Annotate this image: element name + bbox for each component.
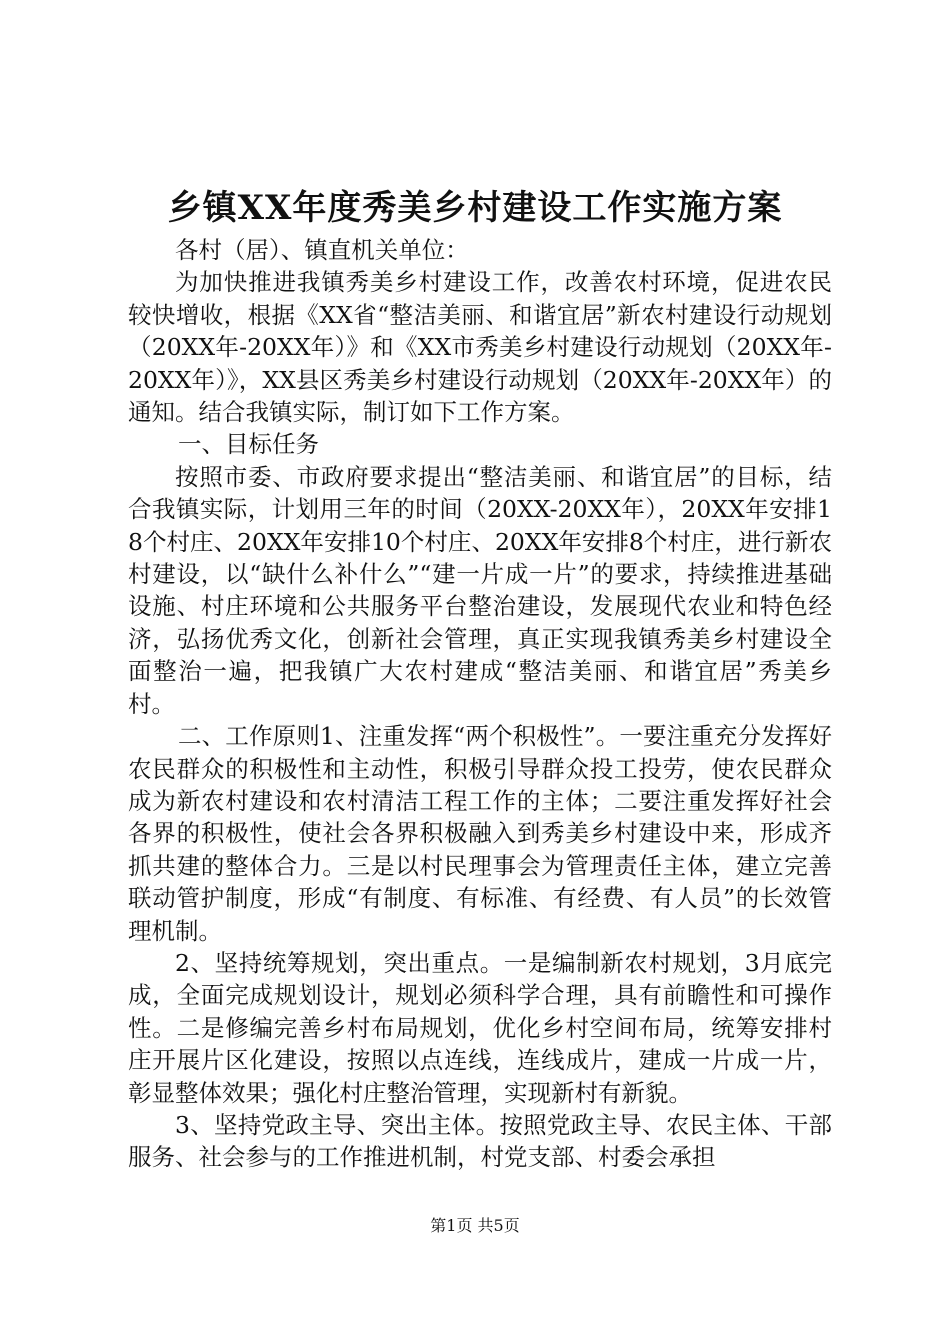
page-number: 第1页 共5页 (430, 1216, 520, 1235)
section-heading-goals: 一、目标任务 (178, 430, 319, 459)
paragraph-leadership: 3、坚持党政主导、突出主体。按照党政主导、农民主体、干部服务、社会参与的工作推进机制，村党支部、村委会承担 (128, 1110, 832, 1172)
document-body (128, 234, 832, 1174)
paragraph-principles: 二、工作原则1、注重发挥“两个积极性”。一要注重充分发挥好农民群众的积极性和主动性，积极引导群众投工投劳，使农民群众成为新农村建设和农村清洁工程工作的主体；二要注重发挥好社会各界的积极性，使社会各界积极融入到秀美乡村建设中来，形成齐抓共建的整体合力。三是以村民理事会为管理责任主体，建立完善联动管护制度，形成“有制度、有标准、有经费、有人员”的长效管理机制。 (128, 722, 832, 945)
document-title: 乡镇XX年度秀美乡村建设工作实施方案 (167, 188, 783, 228)
salutation: 各村（居）、镇直机关单位： (175, 236, 469, 264)
paragraph-goals: 按照市委、市政府要求提出“整洁美丽、和谐宜居”的目标，结合我镇实际，计划用三年的时间（20XX-20XX年），20XX年安排18个村庄、20XX年安排10个村庄、20XX年安排8个村庄，进行新农村建设，以“缺什么补什么”“建一片成一片”的要求，持续推进基础设施、村庄环境和公共服务平台整治建设，发展现代农业和特色经济，弘扬优秀文化，创新社会管理，真正实现我镇秀美乡村建设全面整治一遍，把我镇广大农村建成“整洁美丽、和谐宜居”秀美乡村。 (128, 462, 832, 718)
paragraph-intro: 为加快推进我镇秀美乡村建设工作，改善农村环境，促进农民较快增收，根据《XX省“整洁美丽、和谐宜居”新农村建设行动规划（20XX年-20XX年）》和《XX市秀美乡村建设行动规划（20XX年-20XX年）》，XX县区秀美乡村建设行动规划（20XX年-20XX年）的通知。结合我镇实际，制订如下工作方案。 (128, 268, 832, 427)
paragraph-planning: 2、坚持统筹规划，突出重点。一是编制新农村规划，3月底完成，全面完成规划设计，规划必须科学合理，具有前瞻性和可操作性。二是修编完善乡村布局规划，优化乡村空间布局，统筹安排村庄开展片区化建设，按照以点连线，连线成片，建成一片成一片，彰显整体效果；强化村庄整治管理，实现新村有新貌。 (128, 948, 832, 1107)
